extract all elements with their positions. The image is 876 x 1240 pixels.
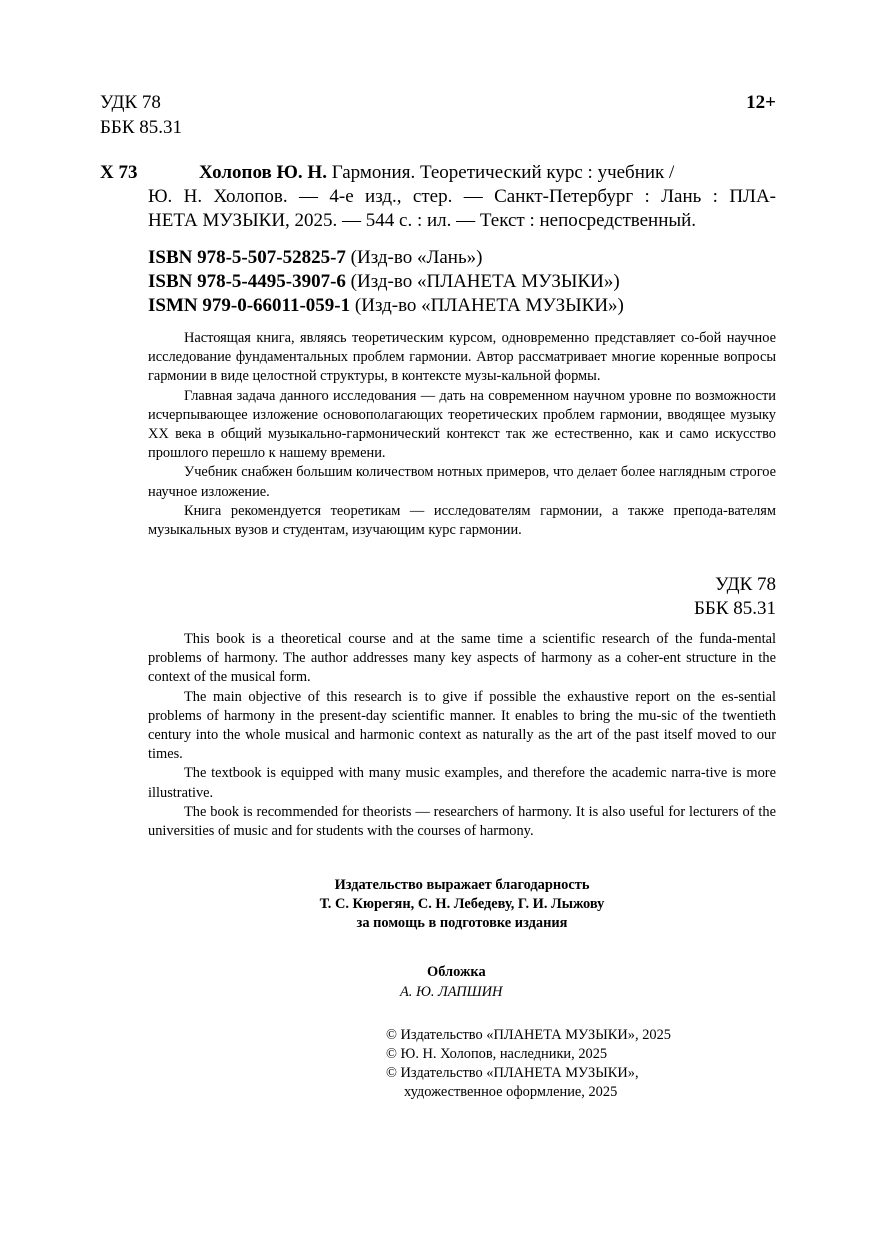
- ismn-planeta: [148, 294, 624, 317]
- copyright-line: © Издательство «ПЛАНЕТА МУЗЫКИ», 2025: [386, 1027, 671, 1043]
- abstract-en: [148, 630, 776, 841]
- abstract-ru-paragraph: Настоящая книга, являясь теоретическим курсом, одновременно представляет со-бой научное исследование фундаментальных проблем гармонии. Автор рассматривает многие коренные вопросы гармонии в виде целостной структуры, в контексте музы-кальной формы.: [148, 330, 776, 385]
- header-bbk: ББК 85.31: [100, 117, 182, 138]
- catalog-code: Х 73: [100, 162, 138, 183]
- catalog-author: Холопов Ю. Н.: [199, 162, 327, 183]
- isbn-lan-publisher: (Изд-во «Лань»): [345, 247, 483, 268]
- abstract-ru-paragraph: Учебник снабжен большим количеством нотных примеров, что делает более наглядным строгое научное изложение.: [148, 464, 776, 500]
- isbn-lan: [148, 246, 482, 269]
- abstract-en-paragraph: The book is recommended for theorists — researchers of harmony. It is also useful for lecturers of the universities of music and for students with the courses of harmony.: [148, 803, 776, 840]
- cover-designer: А. Ю. ЛАПШИН: [400, 984, 503, 1000]
- ismn-planeta-number: ISMN 979-0-66011-059-1: [148, 295, 351, 316]
- abstract-en-paragraph: The textbook is equipped with many music examples, and therefore the academic narra-tive is more illustrative.: [148, 765, 776, 801]
- acknowledgement-line: за помощь в подготовке издания: [356, 915, 568, 932]
- ismn-planeta-publisher: (Изд-во «ПЛАНЕТА МУЗЫКИ»): [350, 295, 624, 316]
- isbn-planeta-publisher: (Изд-во «ПЛАНЕТА МУЗЫКИ»): [345, 271, 620, 292]
- isbn-lan-number: ISBN 978-5-507-52825-7: [148, 247, 346, 268]
- copyright-line: © Издательство «ПЛАНЕТА МУЗЫКИ»,: [386, 1065, 639, 1081]
- copyright-line: художественное оформление, 2025: [404, 1084, 618, 1100]
- abstract-en-paragraph: The main objective of this research is to give if possible the exhaustive report on the es-sential problems of harmony in the present-day scientific manner. It enables to bring the mu-sic of the twentieth century into the whole musical and harmonic context as naturally as the art of the past itself moved to our times.: [148, 688, 776, 763]
- acknowledgement-line: Т. С. Кюрегян, С. Н. Лебедеву, Г. И. Лыжову: [319, 896, 605, 913]
- abstract-ru-paragraph: Книга рекомендуется теоретикам — исследователям гармонии, а также препода-вателям музыкальных вузов и студентам, изучающим курс гармонии.: [148, 502, 776, 539]
- catalog-line-3: НЕТА МУЗЫКИ, 2025. — 544 с. : ил. — Текст : непосредственный.: [148, 210, 697, 231]
- age-rating: 12+: [746, 92, 776, 113]
- header-udk: УДК 78: [100, 92, 161, 113]
- cover-label: Обложка: [427, 964, 486, 980]
- classification-udk: УДК 78: [715, 574, 776, 595]
- isbn-planeta-number: ISBN 978-5-4495-3907-6: [148, 271, 346, 292]
- isbn-planeta: [148, 270, 620, 293]
- catalog-line-2: Ю. Н. Холопов. — 4-е изд., стер. — Санкт-Петербург : Лань : ПЛА-: [148, 186, 776, 207]
- acknowledgement-line: Издательство выражает благодарность: [334, 877, 590, 893]
- abstract-ru-paragraph: Главная задача данного исследования — дать на современном научном уровне по возможности исчерпывающее изложение основополагающих теоретических проблем гармонии, вводящее музыку XX века в общий музыкально-гармонический контекст так же естественно, как и само искусство прошлого перешло к нашему времени.: [148, 387, 776, 462]
- classification-bbk: ББК 85.31: [694, 598, 776, 619]
- abstract-en-paragraph: This book is a theoretical course and at the same time a scientific research of the funda-mental problems of harmony. The author addresses many key aspects of harmony as a coher-ent structure in the context of the musical form.: [148, 631, 776, 686]
- acknowledgement: [148, 876, 776, 934]
- abstract-ru: [148, 329, 776, 540]
- copyright-line: © Ю. Н. Холопов, наследники, 2025: [386, 1046, 608, 1062]
- catalog-title: Гармония. Теоретический курс : учебник /: [326, 162, 675, 183]
- catalog-line-1: [199, 161, 776, 184]
